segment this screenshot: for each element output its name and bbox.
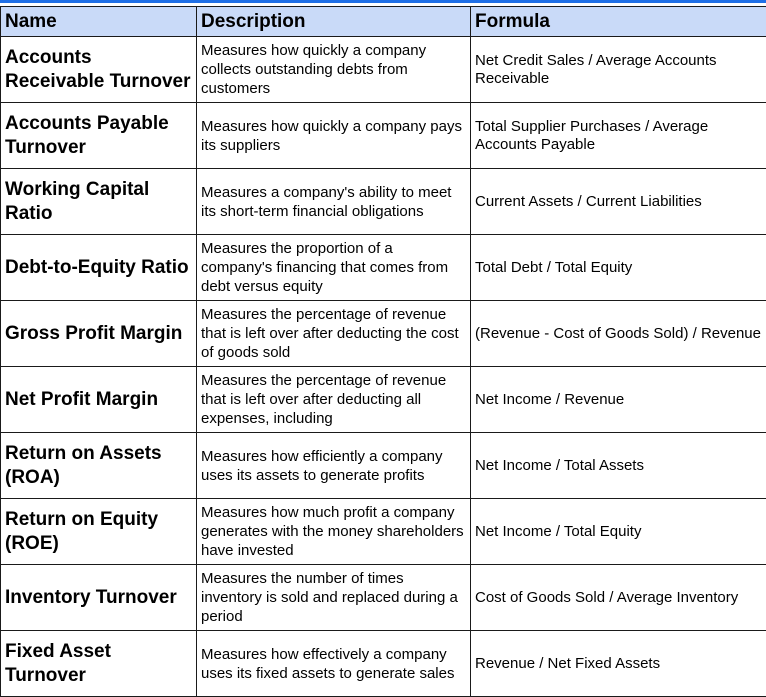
cell-name[interactable]: Inventory Turnover xyxy=(1,565,197,631)
cell-name[interactable]: Return on Assets (ROA) xyxy=(1,433,197,499)
cell-formula[interactable]: Net Income / Total Assets xyxy=(471,433,766,499)
table-row xyxy=(1,499,766,565)
cell-formula[interactable]: Net Income / Revenue xyxy=(471,367,766,433)
cell-formula[interactable]: Current Assets / Current Liabilities xyxy=(471,169,766,235)
table-row xyxy=(1,631,766,697)
table-row xyxy=(1,433,766,499)
cell-formula[interactable]: Net Credit Sales / Average Accounts Receivable xyxy=(471,37,766,103)
table-row xyxy=(1,235,766,301)
cell-formula[interactable]: Total Debt / Total Equity xyxy=(471,235,766,301)
cell-description[interactable]: Measures a company's ability to meet its short-term financial obligations xyxy=(197,169,471,235)
cell-name[interactable]: Gross Profit Margin xyxy=(1,301,197,367)
cell-name[interactable]: Net Profit Margin xyxy=(1,367,197,433)
cell-name[interactable]: Accounts Receivable Turnover xyxy=(1,37,197,103)
cell-description[interactable]: Measures how effectively a company uses its fixed assets to generate sales xyxy=(197,631,471,697)
cell-formula[interactable]: (Revenue - Cost of Goods Sold) / Revenue xyxy=(471,301,766,367)
table-row xyxy=(1,367,766,433)
cell-description[interactable]: Measures how efficiently a company uses its assets to generate profits xyxy=(197,433,471,499)
table-row xyxy=(1,37,766,103)
cell-description[interactable]: Measures the number of times inventory is sold and replaced during a period xyxy=(197,565,471,631)
table-row xyxy=(1,301,766,367)
cell-name[interactable]: Return on Equity (ROE) xyxy=(1,499,197,565)
cell-description[interactable]: Measures the percentage of revenue that is left over after deducting the cost of goods sold xyxy=(197,301,471,367)
cell-name[interactable]: Accounts Payable Turnover xyxy=(1,103,197,169)
cell-description[interactable]: Measures how much profit a company generates with the money shareholders have invested xyxy=(197,499,471,565)
cell-formula[interactable]: Net Income / Total Equity xyxy=(471,499,766,565)
cell-description[interactable]: Measures how quickly a company collects outstanding debts from customers xyxy=(197,37,471,103)
cell-formula[interactable]: Total Supplier Purchases / Average Accounts Payable xyxy=(471,103,766,169)
header-row xyxy=(1,7,766,37)
cell-description-text: Measures the percentage of revenue that is left over after deducting all expenses, including xyxy=(201,372,447,427)
cell-description[interactable]: Measures how quickly a company pays its suppliers xyxy=(197,103,471,169)
cell-formula[interactable]: Revenue / Net Fixed Assets xyxy=(471,631,766,697)
column-header-description[interactable]: Description xyxy=(197,7,471,37)
cell-formula[interactable]: Cost of Goods Sold / Average Inventory xyxy=(471,565,766,631)
cell-description[interactable]: Measures the proportion of a company's financing that comes from debt versus equity xyxy=(197,235,471,301)
table-row xyxy=(1,169,766,235)
cell-name[interactable]: Fixed Asset Turnover xyxy=(1,631,197,697)
cell-name[interactable]: Working Capital Ratio xyxy=(1,169,197,235)
column-header-name[interactable]: Name xyxy=(1,7,197,37)
cell-description[interactable] xyxy=(197,367,471,433)
column-header-formula[interactable]: Formula xyxy=(471,7,766,37)
cell-name[interactable]: Debt-to-Equity Ratio xyxy=(1,235,197,301)
table-row xyxy=(1,103,766,169)
financial-ratios-table xyxy=(0,6,766,697)
table-row xyxy=(1,565,766,631)
